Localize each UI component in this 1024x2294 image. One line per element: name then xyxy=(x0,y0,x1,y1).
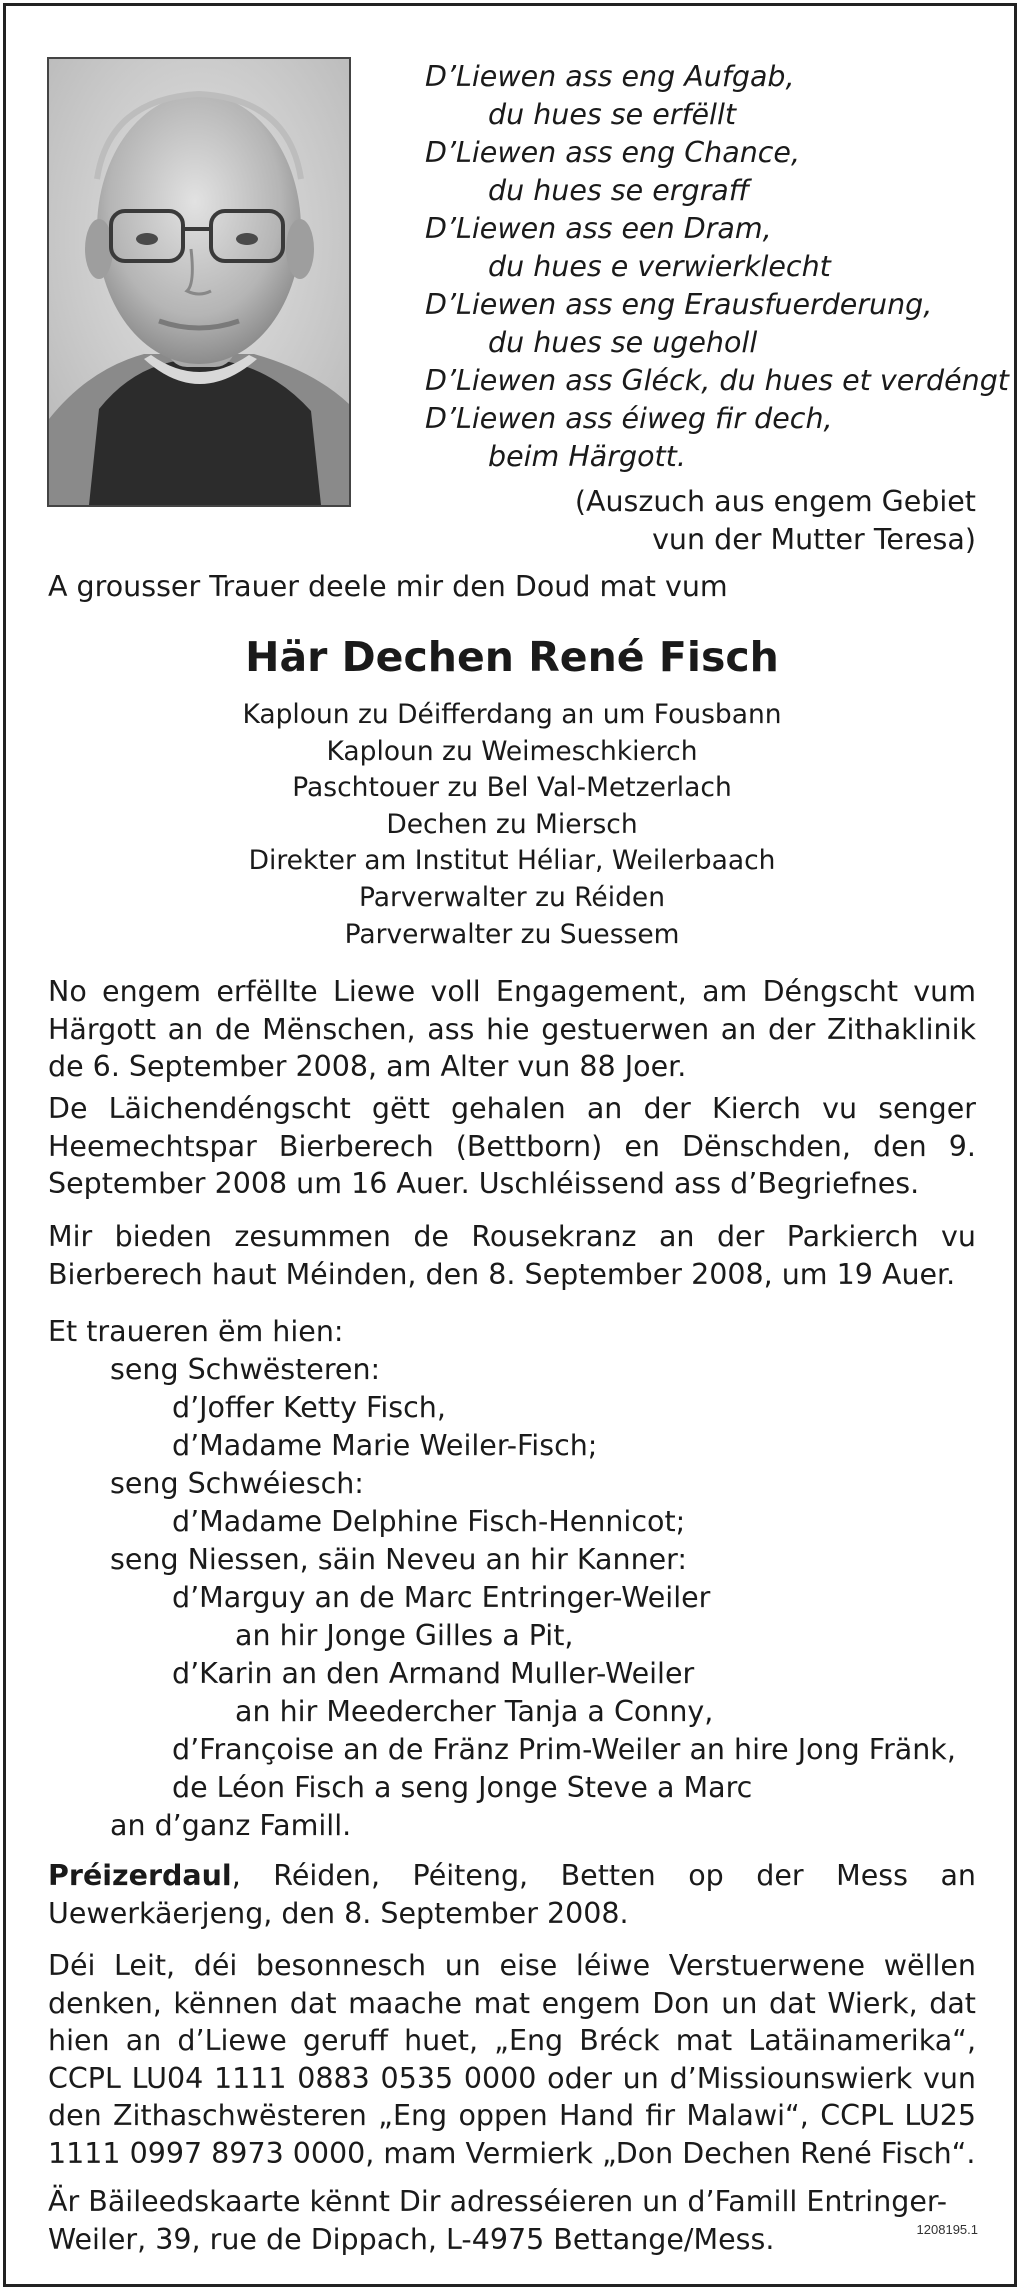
family-member: d’Marguy an de Marc Entringer-Weiler xyxy=(172,1581,711,1614)
family-member: seng Niessen, säin Neveu an hir Kanner: xyxy=(110,1543,687,1576)
family-list xyxy=(48,1351,956,1845)
poem-line: D’Liewen ass eng Chance, xyxy=(425,136,801,169)
family-member: seng Schwësteren: xyxy=(110,1353,381,1386)
poem-line: du hues se erfëllt xyxy=(488,98,737,131)
source-line: vun der Mutter Teresa) xyxy=(652,523,976,556)
places-bold: Préizerdaul xyxy=(48,1859,232,1892)
family-member: an d’ganz Famill. xyxy=(110,1809,352,1842)
poem-line: beim Härgott. xyxy=(488,440,686,473)
family-member: an hir Meedercher Tanja a Conny, xyxy=(235,1695,714,1728)
donation-info: Déi Leit, déi besonnesch un eise léiwe Verstuerwene wëllen denken, kënnen dat maache mat engem Don un dat Wierk, dat hien an d’Liewe geruff huet, „Eng Bréck mat Latäinamerika“, CCPL LU04 1111 0883 0535 0000 oder un d’Missiounswierk vun den Zithaschwësteren „Eng oppen Hand fir Malawi“, CCPL LU25 1111 0997 8973 0000, mam Vermierk „Don Dechen René Fisch“. xyxy=(48,1949,976,2170)
rosary-info: Mir bieden zesummen de Rousekranz an der Parkierch vu Bierberech haut Méinden, den 8. September 2008, um 19 Auer. xyxy=(48,1220,976,1291)
intro-line: A grousser Trauer deele mir den Doud mat vum xyxy=(48,570,728,603)
poem-line: du hues se ugeholl xyxy=(488,326,758,359)
career-title: Parverwalter zu Réiden xyxy=(358,881,666,913)
places-rest: , Réiden, Péiteng, Betten op der Mess an Uewerkäerjeng, den 8. September 2008. xyxy=(48,1859,976,1930)
poem-line: D’Liewen ass eng Erausfuerderung, xyxy=(425,288,933,321)
portrait-photo xyxy=(47,57,351,507)
family-member: d’Françoise an de Fränz Prim-Weiler an hire Jong Fränk, xyxy=(172,1733,956,1766)
poem-line: D’Liewen ass eng Aufgab, xyxy=(425,60,795,93)
poem-line: du hues e verwierklecht xyxy=(488,250,831,283)
family-heading: Et traueren ëm hien: xyxy=(48,1315,344,1348)
address-info: Är Bäileedskaarte kënnt Dir adresséieren un d’Famill Entringer-Weiler, 39, rue de Dippach, L-4975 Bettange/Mess. xyxy=(48,2185,948,2256)
poem xyxy=(425,58,1009,476)
family-member: d’Joffer Ketty Fisch, xyxy=(172,1391,446,1424)
family-member: d’Madame Delphine Fisch-Hennicot; xyxy=(172,1505,686,1538)
family-member: an hir Jonge Gilles a Pit, xyxy=(235,1619,574,1652)
career-title: Parverwalter zu Suessem xyxy=(344,918,680,950)
funeral-info: De Läichendéngscht gëtt gehalen an der Kierch vu senger Heemechtspar Bierberech (Bettborn) en Dënschden, den 9. September 2008 um 16 Auer. Uschléissend ass d’Begriefnes. xyxy=(48,1092,976,1200)
death-announcement: No engem erfëllte Liewe voll Engagement, am Déngscht vum Härgott an de Mënschen, ass hie gestuerwen an der Zithaklinik de 6. September 2008, am Alter vun 88 Joer. xyxy=(48,975,976,1083)
portrait-image xyxy=(49,59,349,505)
poem-line: du hues se ergraff xyxy=(488,174,750,207)
deceased-name: Här Dechen René Fisch xyxy=(245,633,779,681)
poem-line: D’Liewen ass éiweg fir dech, xyxy=(425,402,833,435)
family-member: de Léon Fisch a seng Jonge Steve a Marc xyxy=(172,1771,753,1804)
poem-line: D’Liewen ass Gléck, du hues et verdéngt xyxy=(425,364,1009,397)
reference-number: 1208195.1 xyxy=(916,2222,978,2237)
career-title: Direkter am Institut Héliar, Weilerbaach xyxy=(248,845,776,877)
poem-line: D’Liewen ass een Dram, xyxy=(425,212,772,245)
family-member: seng Schwéiesch: xyxy=(110,1467,364,1500)
career-title: Dechen zu Miersch xyxy=(386,808,638,840)
family-member: d’Karin an den Armand Muller-Weiler xyxy=(172,1657,695,1690)
source-line: (Auszuch aus engem Gebiet xyxy=(574,485,976,518)
family-member: d’Madame Marie Weiler-Fisch; xyxy=(172,1429,598,1462)
career-title: Kaploun zu Weimeschkierch xyxy=(326,735,698,767)
career-title: Kaploun zu Déifferdang an um Fousbann xyxy=(242,699,782,730)
poem-source xyxy=(575,483,976,559)
career-titles xyxy=(0,697,1024,953)
places-date xyxy=(48,1857,976,1932)
career-title: Paschtouer zu Bel Val-Metzerlach xyxy=(292,772,732,804)
